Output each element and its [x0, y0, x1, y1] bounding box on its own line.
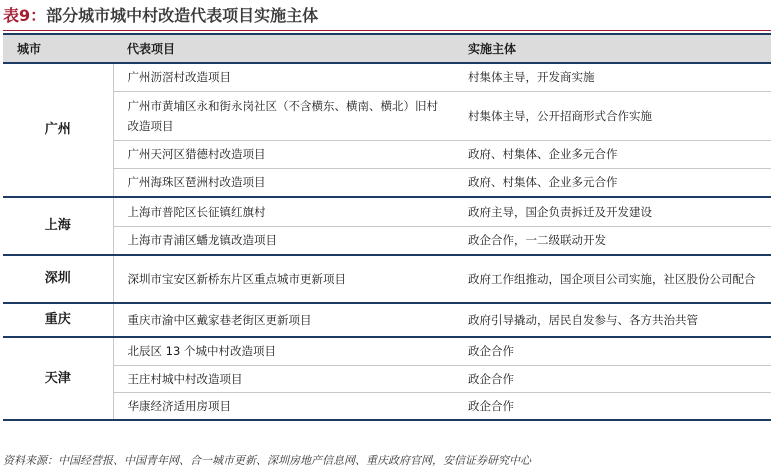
table-row: [3, 255, 771, 303]
table-row: [3, 337, 771, 365]
entity-cell: 政企合作: [454, 365, 771, 392]
city-cell: 重庆: [3, 303, 113, 337]
project-cell: 广州市黄埔区永和街永岗社区（不含横东、横南、横北）旧村改造项目: [113, 91, 454, 140]
table-row: [3, 91, 771, 140]
entity-cell: 政企合作: [454, 337, 771, 365]
entity-cell: 政府、村集体、企业多元合作: [454, 140, 771, 168]
title-rule: [3, 30, 771, 31]
entity-cell: 政企合作: [454, 392, 771, 420]
table-row: [3, 303, 771, 337]
table-row: [3, 140, 771, 168]
header-row: [3, 34, 771, 63]
table-row: [3, 197, 771, 226]
column-header-project: 代表项目: [113, 34, 454, 63]
city-cell: 天津: [3, 337, 113, 420]
table-title: [3, 4, 318, 28]
table-caption: 部分城市城中村改造代表项目实施主体: [46, 6, 319, 25]
entity-cell: 政企合作，一二级联动开发: [454, 226, 771, 255]
project-cell: 深圳市宝安区新桥东片区重点城市更新项目: [113, 255, 454, 303]
table-row: [3, 392, 771, 420]
city-cell: 深圳: [3, 255, 113, 303]
project-cell: 重庆市渝中区戴家巷老街区更新项目: [113, 303, 454, 337]
table-row: [3, 63, 771, 91]
table-row: [3, 226, 771, 255]
project-cell: 广州天河区猎德村改造项目: [113, 140, 454, 168]
entity-cell: 政府工作组推动，国企项目公司实施，社区股份公司配合: [454, 255, 771, 303]
entity-cell: 村集体主导，开发商实施: [454, 63, 771, 91]
entity-cell: 政府、村集体、企业多元合作: [454, 168, 771, 197]
table-number: 表9：: [3, 6, 47, 25]
city-cell: 广州: [3, 63, 113, 197]
entity-cell: 村集体主导，公开招商形式合作实施: [454, 91, 771, 140]
project-cell: 上海市青浦区蟠龙镇改造项目: [113, 226, 454, 255]
entity-cell: 政府主导，国企负责拆迁及开发建设: [454, 197, 771, 226]
column-header-entity: 实施主体: [454, 34, 771, 63]
project-cell: 上海市普陀区长征镇红旗村: [113, 197, 454, 226]
project-cell: 华康经济适用房项目: [113, 392, 454, 420]
project-cell: 王庄村城中村改造项目: [113, 365, 454, 392]
entity-cell: 政府引导撬动，居民自发参与、各方共治共管: [454, 303, 771, 337]
table-row: [3, 168, 771, 197]
project-cell: 广州海珠区琶洲村改造项目: [113, 168, 454, 197]
projects-table: [3, 33, 771, 421]
city-cell: 上海: [3, 197, 113, 255]
table-row: [3, 365, 771, 392]
column-header-city: 城市: [3, 34, 113, 63]
project-cell: 北辰区 13 个城中村改造项目: [113, 337, 454, 365]
project-cell: 广州沥滘村改造项目: [113, 63, 454, 91]
source-note: 资料来源：中国经营报、中国青年网、合一城市更新、深圳房地产信息网、重庆政府官网，安信证券研究中心: [3, 454, 531, 467]
